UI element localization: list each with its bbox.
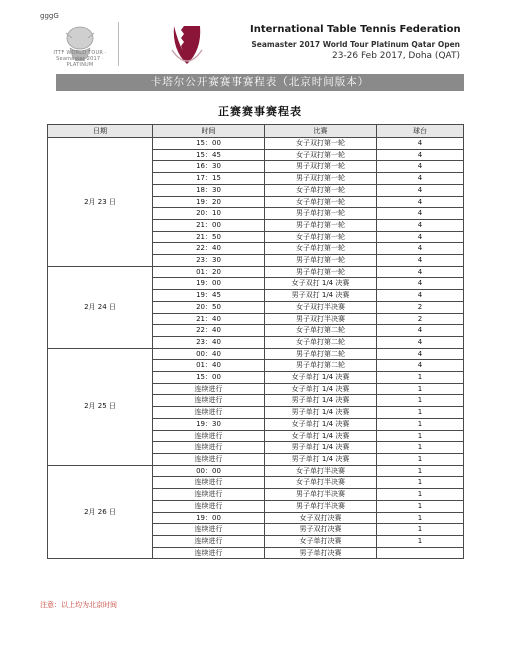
match-cell: 女子单打 1/4 决赛 [265,430,377,442]
time-cell: 01：40 [153,360,265,372]
logo-divider [118,22,119,66]
match-cell: 女子单打第一轮 [265,184,377,196]
match-cell: 女子单打第二轮 [265,336,377,348]
match-cell: 男子单打第二轮 [265,360,377,372]
time-cell: 23：30 [153,255,265,267]
table-number-cell: 1 [377,535,464,547]
time-cell: 连续进行 [153,547,265,559]
table-row [48,348,464,360]
time-cell: 连续进行 [153,395,265,407]
header-match: 比赛 [265,125,377,138]
schedule-body [48,138,464,559]
match-cell: 女子单打第一轮 [265,196,377,208]
time-cell: 17：15 [153,173,265,185]
table-number-cell: 4 [377,173,464,185]
table-number-cell: 4 [377,161,464,173]
table-number-cell: 4 [377,266,464,278]
table-number-cell: 4 [377,290,464,302]
time-cell: 连续进行 [153,535,265,547]
match-cell: 男子单打 1/4 决赛 [265,407,377,419]
table-number-cell: 1 [377,383,464,395]
match-cell: 男子双打 1/4 决赛 [265,290,377,302]
table-number-cell: 1 [377,418,464,430]
table-number-cell: 2 [377,301,464,313]
time-cell: 00：40 [153,348,265,360]
match-cell: 男子单打决赛 [265,547,377,559]
match-cell: 女子单打第二轮 [265,325,377,337]
time-cell: 19：30 [153,418,265,430]
event-dates: 23-26 Feb 2017, Doha (QAT) [331,51,460,61]
match-cell: 男子单打半决赛 [265,489,377,501]
section-title: 正赛赛事赛程表 [218,105,302,118]
schedule-banner: 卡塔尔公开赛赛事赛程表（北京时间版本） [56,74,464,91]
match-cell: 男子单打 1/4 决赛 [265,442,377,454]
match-cell: 女子双打半决赛 [265,301,377,313]
table-number-cell: 4 [377,149,464,161]
table-number-cell: 1 [377,465,464,477]
match-cell: 女子双打 1/4 决赛 [265,278,377,290]
table-number-cell: 1 [377,453,464,465]
table-row [48,465,464,477]
time-cell: 22：40 [153,325,265,337]
time-cell: 01：20 [153,266,265,278]
table-number-cell: 1 [377,430,464,442]
table-number-cell: 1 [377,395,464,407]
match-cell: 女子双打决赛 [265,512,377,524]
match-cell: 男子单打第一轮 [265,219,377,231]
table-number-cell: 4 [377,348,464,360]
table-number-cell: 1 [377,372,464,384]
table-number-cell: 1 [377,524,464,536]
time-cell: 22：40 [153,243,265,255]
time-cell: 21：50 [153,231,265,243]
time-cell: 20：50 [153,301,265,313]
table-number-cell: 1 [377,512,464,524]
match-cell: 男子双打第一轮 [265,161,377,173]
match-cell: 女子单打 1/4 决赛 [265,372,377,384]
table-number-cell: 1 [377,407,464,419]
table-number-cell: 4 [377,196,464,208]
match-cell: 男子双打半决赛 [265,313,377,325]
time-cell: 连续进行 [153,407,265,419]
match-cell: 男子单打第二轮 [265,348,377,360]
header-table-no: 球台 [377,125,464,138]
match-cell: 男子单打第一轮 [265,255,377,267]
table-number-cell: 4 [377,219,464,231]
table-number-cell: 4 [377,243,464,255]
table-number-cell: 4 [377,360,464,372]
date-cell: 2月 26 日 [48,465,153,559]
time-cell: 20：10 [153,208,265,220]
time-cell: 21：00 [153,219,265,231]
match-cell: 女子双打第一轮 [265,149,377,161]
match-cell: 男子单打第一轮 [265,208,377,220]
table-header-row [48,125,464,138]
table-number-cell: 1 [377,477,464,489]
match-cell: 女子单打半决赛 [265,465,377,477]
time-cell: 15：00 [153,138,265,150]
footnote: 注意：以上均为北京时间 [40,601,117,609]
match-cell: 男子双打决赛 [265,524,377,536]
time-cell: 连续进行 [153,442,265,454]
date-cell: 2月 24 日 [48,266,153,348]
time-cell: 00：00 [153,465,265,477]
tour-logo-text: ITTF WORLD TOUR · Seamaster 2017 · PLATINUM [53,50,107,68]
match-cell: 女子单打 1/4 决赛 [265,418,377,430]
table-number-cell: 1 [377,489,464,501]
table-number-cell: 4 [377,231,464,243]
qatar-federation-logo [166,20,208,70]
time-cell: 18：30 [153,184,265,196]
table-number-cell: 4 [377,325,464,337]
table-number-cell: 4 [377,184,464,196]
table-number-cell: 4 [377,336,464,348]
org-title: International Table Tennis Federation [250,24,461,35]
time-cell: 连续进行 [153,489,265,501]
time-cell: 连续进行 [153,524,265,536]
table-number-cell: 1 [377,442,464,454]
header-date: 日期 [48,125,153,138]
match-cell: 男子单打 1/4 决赛 [265,453,377,465]
table-row [48,266,464,278]
schedule-table [47,124,464,559]
match-cell: 男子单打 1/4 决赛 [265,395,377,407]
table-number-cell: 4 [377,208,464,220]
time-cell: 连续进行 [153,477,265,489]
time-cell: 23：40 [153,336,265,348]
match-cell: 男子单打第一轮 [265,266,377,278]
time-cell: 21：40 [153,313,265,325]
date-cell: 2月 25 日 [48,348,153,465]
time-cell: 连续进行 [153,500,265,512]
event-name: Seamaster 2017 World Tour Platinum Qatar Open [251,40,460,49]
table-number-cell [377,547,464,559]
time-cell: 连续进行 [153,383,265,395]
match-cell: 女子单打 1/4 决赛 [265,383,377,395]
match-cell: 女子单打第一轮 [265,231,377,243]
table-number-cell: 4 [377,278,464,290]
header-text-block [250,24,460,61]
table-number-cell: 4 [377,255,464,267]
time-cell: 15：45 [153,149,265,161]
time-cell: 19：00 [153,278,265,290]
time-cell: 19：00 [153,512,265,524]
time-cell: 16：30 [153,161,265,173]
time-cell: 19：45 [153,290,265,302]
match-cell: 女子单打第一轮 [265,243,377,255]
table-number-cell: 2 [377,313,464,325]
match-cell: 男子双打第一轮 [265,173,377,185]
time-cell: 15：00 [153,372,265,384]
time-cell: 19：20 [153,196,265,208]
date-cell: 2月 23 日 [48,138,153,267]
table-row [48,138,464,150]
table-number-cell: 4 [377,138,464,150]
header-time: 时间 [153,125,265,138]
match-cell: 女子单打决赛 [265,535,377,547]
match-cell: 男子单打半决赛 [265,500,377,512]
corner-mark: gggG [40,12,59,20]
time-cell: 连续进行 [153,453,265,465]
table-number-cell: 1 [377,500,464,512]
match-cell: 女子单打半决赛 [265,477,377,489]
match-cell: 女子双打第一轮 [265,138,377,150]
time-cell: 连续进行 [153,430,265,442]
